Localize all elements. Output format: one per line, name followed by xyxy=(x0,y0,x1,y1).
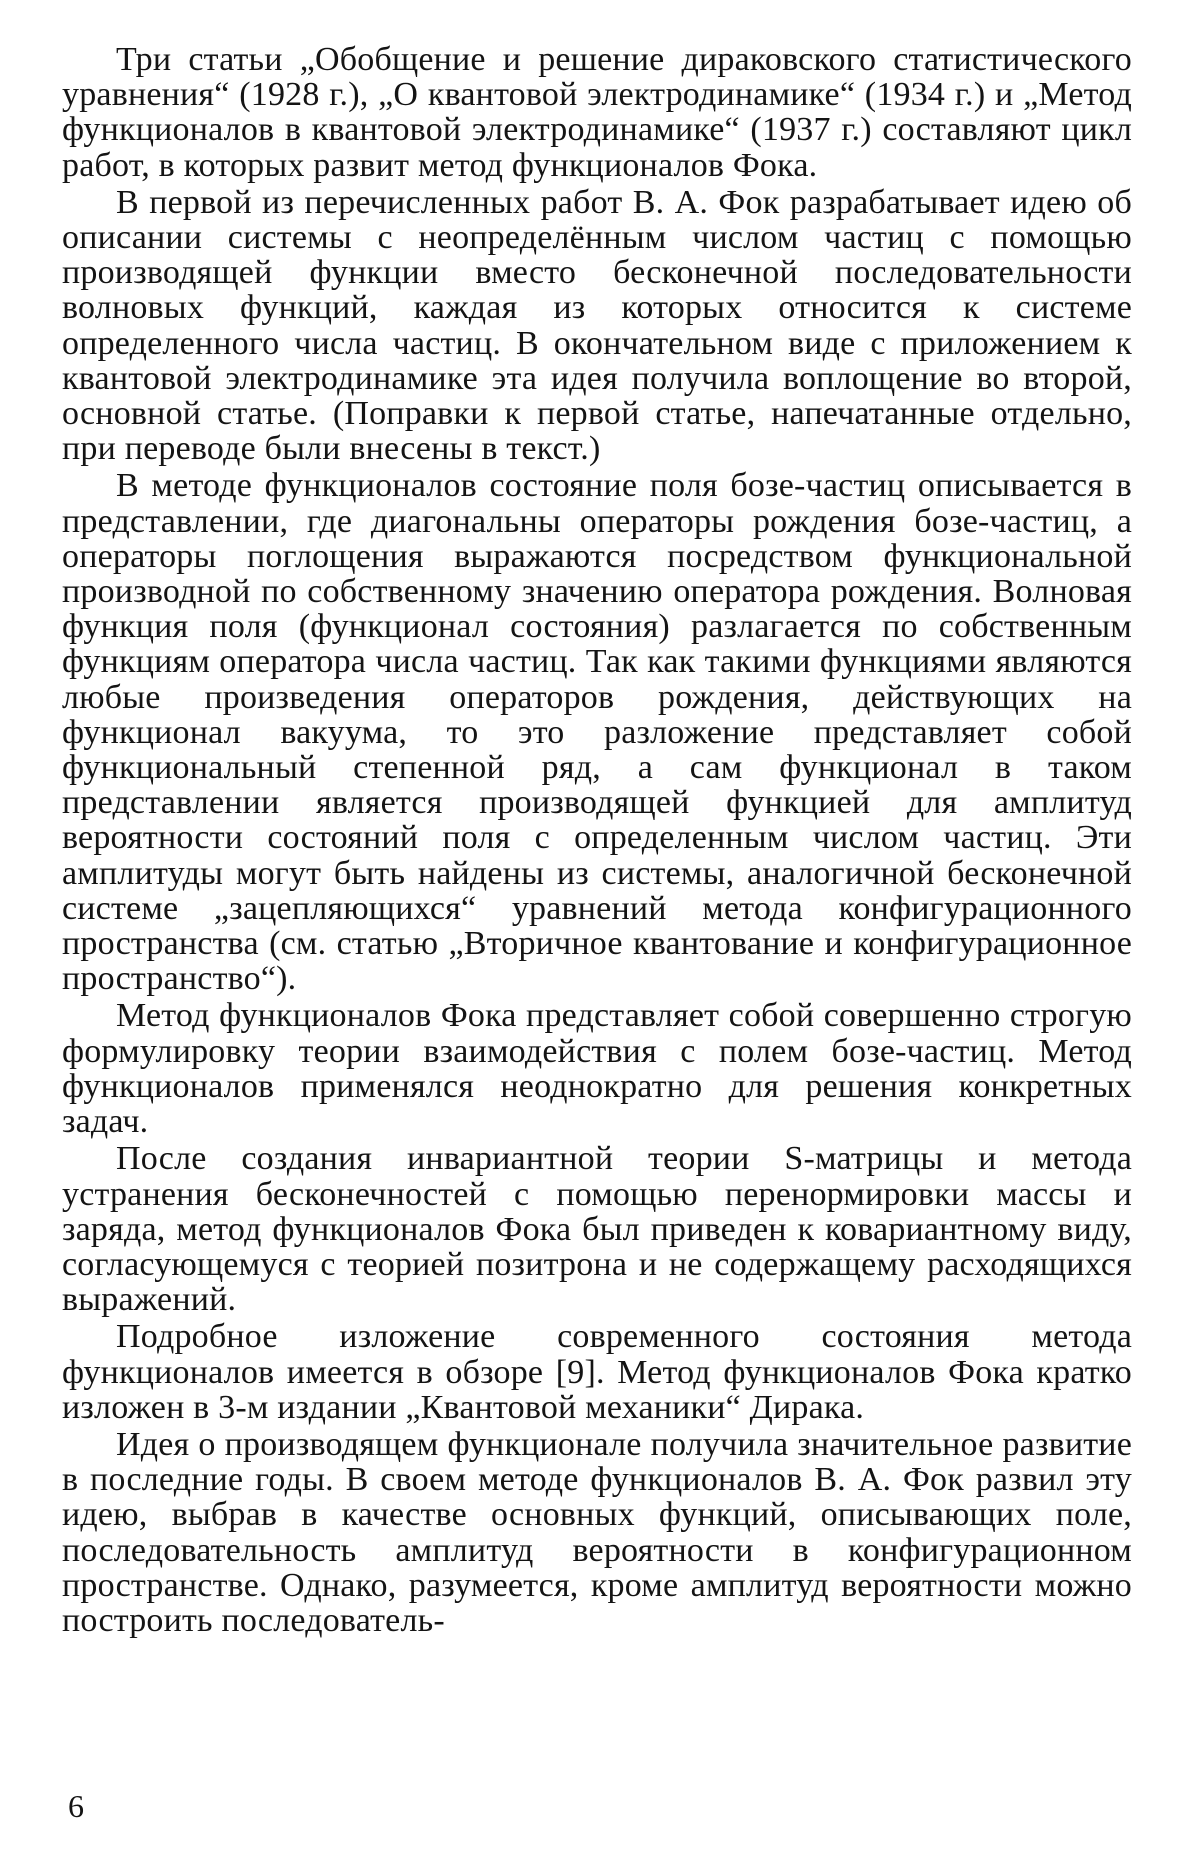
paragraph-rigorous-formulation: Метод функционалов Фока представляет собой совершенно строгую формулировку теории взаимодействия с полем бозе-частиц. Метод функционалов применялся неоднократно для решения конкретных задач. xyxy=(62,997,1132,1141)
paragraph-generating-function-idea: В первой из перечисленных работ В. А. Фок разрабатывает идею об описании системы с неопределённым числом частиц с помощью производящей функции вместо бесконечной последовательности волновых функций, каждая из которых относится к системе определенного числа частиц. В окончательном виде с приложением к квантовой электродинамике эта идея получила воплощение во второй, основной статье. (Поправки к первой статье, напечатанные отдельно, при переводе были внесены в текст.) xyxy=(62,183,1132,468)
paragraph-functional-method-description: В методе функционалов состояние поля бозе-частиц описывается в представлении, где диагональны операторы рождения бозе-частиц, а операторы поглощения выражаются посредством функциональной производной по собственному значению оператора рождения. Волновая функция поля (функционал состояния) разлагается по собственным функциям оператора числа частиц. Так как такими функциями являются любые произведения операторов рождения, действующих на функционал вакуума, то это разложение представляет собой функциональный степенной ряд, а сам функционал в таком представлении является производящей функцией для амплитуд вероятности состояний поля с определенным числом частиц. Эти амплитуды могут быть найдены из системы, аналогичной бесконечной системе „зацепляющихся“ уравнений метода конфигурационного пространства (см. статью „Вторичное квантование и конфигурационное пространство“). xyxy=(62,467,1132,998)
paragraph-generating-functional-development: Идея о производящем функционале получила значительное развитие в последние годы. В своем методе функционалов В. А. Фок развил эту идею, выбрав в качестве основных функций, описывающих поле, последовательность амплитуд вероятности в конфигурационном пространстве. Однако, разумеется, кроме амплитуд вероятности можно построить последователь- xyxy=(62,1425,1132,1639)
paragraph-review-reference: Подробное изложение современного состояния метода функционалов имеется в обзоре [9]. Метод функционалов Фока кратко изложен в 3-м издании „Квантовой механики“ Дирака. xyxy=(62,1318,1132,1426)
page-number: 6 xyxy=(68,1788,84,1824)
paragraph-covariant-form: После создания инвариантной теории S-матрицы и метода устранения бесконечностей с помощью перенормировки массы и заряда, метод функционалов Фока был приведен к ковариантному виду, согласующемуся с теорией позитрона и не содержащему расходящихся выражений. xyxy=(62,1140,1132,1319)
paragraph-fock-papers-cycle: Три статьи „Обобщение и решение дираковского статистического уравнения“ (1928 г.), „О квантовой электродинамике“ (1934 г.) и „Метод функционалов в квантовой электродинамике“ (1937 г.) составляют цикл работ, в которых развит метод функционалов Фока. xyxy=(62,41,1132,184)
document-page xyxy=(62,42,1132,1822)
